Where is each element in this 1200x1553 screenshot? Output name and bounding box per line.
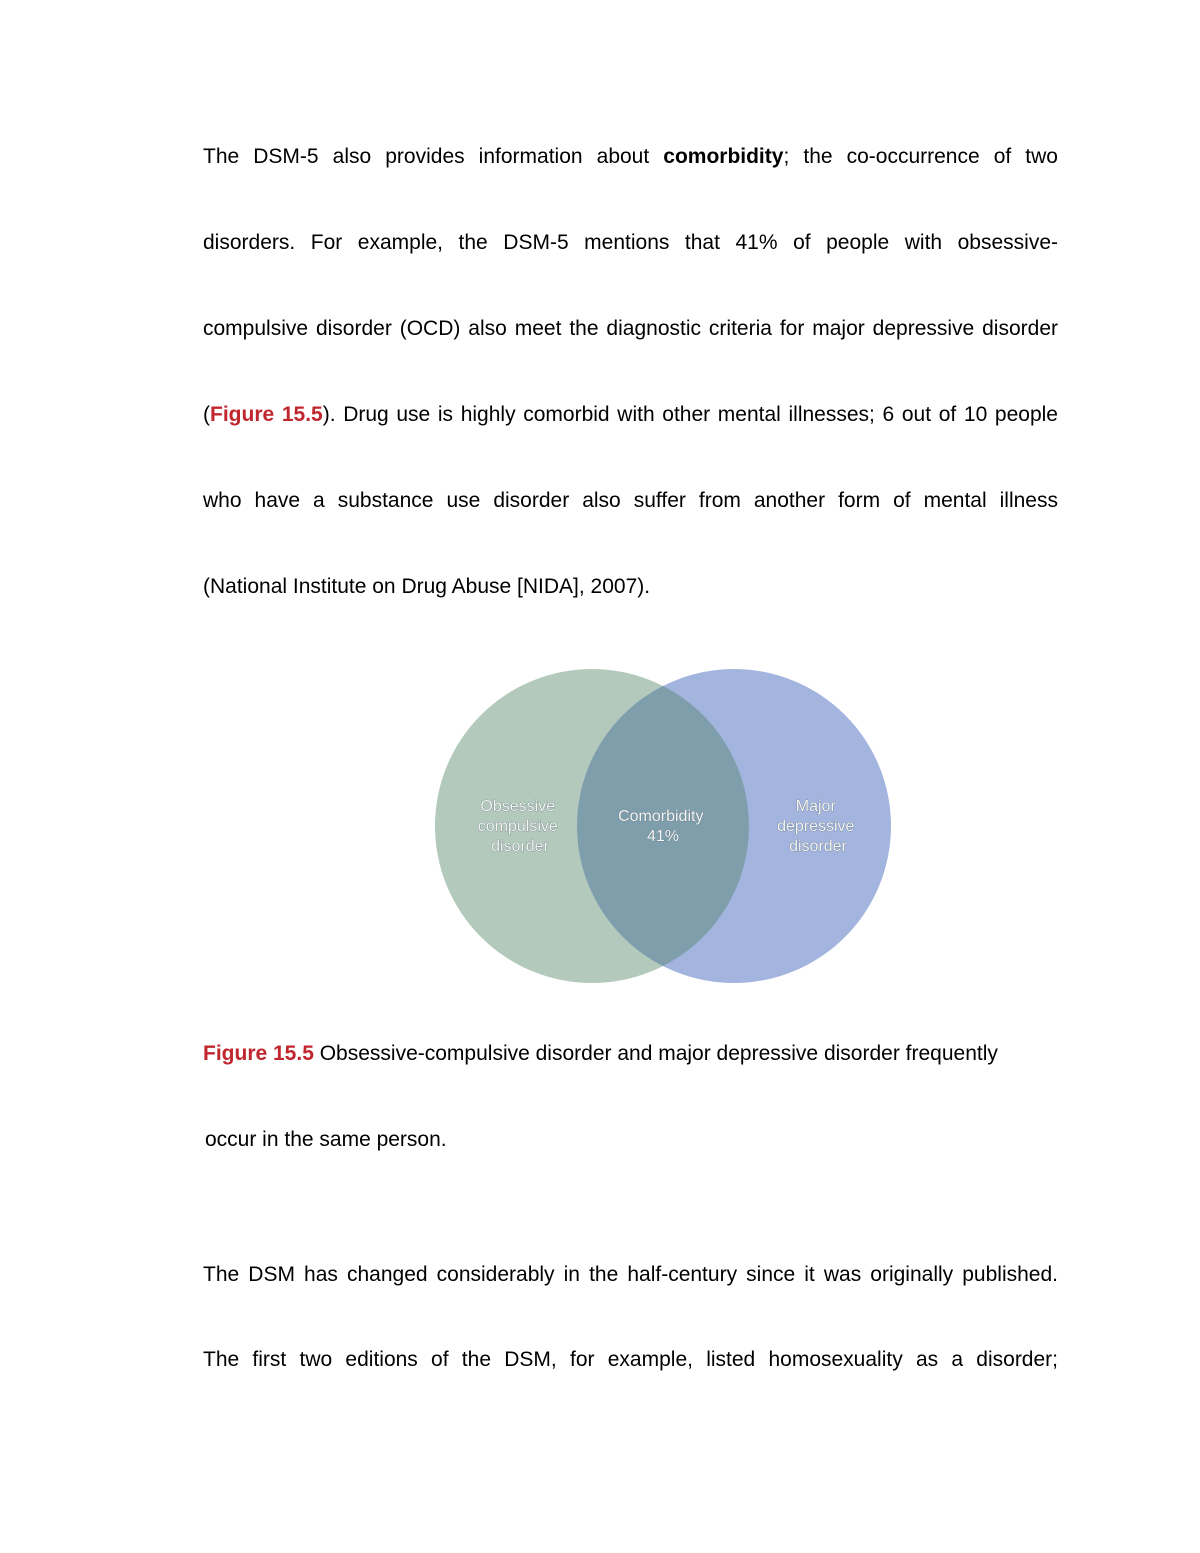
- paragraph1-line-5: who have a substance use disorder also suffer from another form of mental illness: [203, 489, 1058, 512]
- paragraph1-line-6: (National Institute on Drug Abuse [NIDA], 2007).: [203, 575, 651, 598]
- caption-text: Obsessive-compulsive disorder and major depressive disorder frequently: [313, 1042, 998, 1065]
- paragraph2-line-2: The first two editions of the DSM, for example, listed homosexuality as a disorder;: [203, 1348, 1058, 1371]
- paragraph1-line-1: [203, 144, 1058, 170]
- paragraph1-line-2: disorders. For example, the DSM-5 mentions that 41% of people with obsessive-: [203, 231, 1058, 254]
- comorbidity-label: Comorbidity 41%: [618, 808, 704, 845]
- term-comorbidity: comorbidity: [663, 145, 784, 168]
- paragraph1-line-3: compulsive disorder (OCD) also meet the diagnostic criteria for major depressive disorder: [203, 317, 1058, 340]
- text-run: The DSM-5 also provides information about: [203, 145, 664, 168]
- figure-caption-line-2: occur in the same person.: [205, 1128, 447, 1151]
- ocd-label: Obsessive compulsive disorder: [477, 798, 558, 855]
- text-run: (: [203, 403, 210, 426]
- venn-diagram: [430, 664, 896, 988]
- paragraph2-line-1: The DSM has changed considerably in the half-century since it was originally published.: [203, 1263, 1058, 1286]
- text-run: ). Drug use is highly comorbid with other mental illnesses; 6 out of 10 people: [322, 403, 1058, 426]
- text-run: ; the co-occurrence of two: [783, 145, 1058, 168]
- figure-reference-link[interactable]: Figure 15.5: [210, 403, 323, 426]
- paragraph1-line-4: [203, 402, 1058, 428]
- mdd-label: Major depressive disorder: [777, 798, 855, 855]
- caption-figure-label: Figure 15.5: [203, 1042, 314, 1065]
- figure-caption-line-1: [203, 1041, 1058, 1067]
